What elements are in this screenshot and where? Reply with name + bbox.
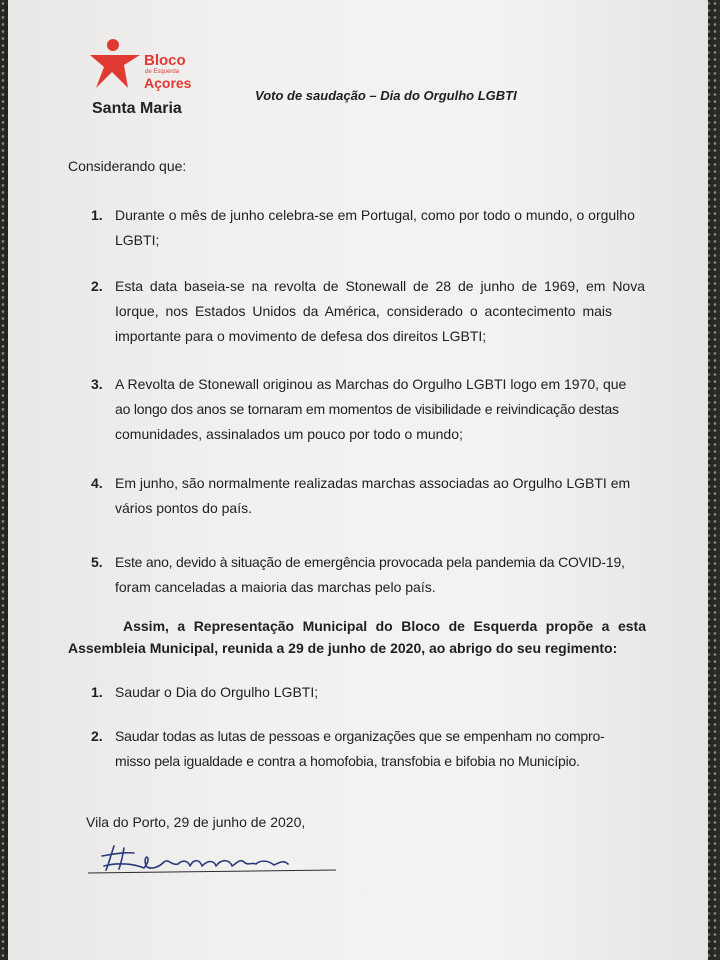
item-line: vários pontos do país. [115,500,252,516]
item-line: ao longo dos anos se tornaram em momentos de visibilidade e reivindicação destas [115,401,619,417]
item-line: Durante o mês de junho celebra-se em Portugal, como por todo o mundo, o orgulho [115,207,635,223]
item-line: misso pela igualdade e contra a homofobia, transfobia e bifobia no Município. [115,753,580,769]
place-date: Vila do Porto, 29 de junho de 2020, [86,814,306,830]
handwritten-signature [84,838,344,878]
item-number: 1. [91,207,103,223]
logo-brand-line2: de Esquerda [145,69,180,75]
item-line: Este ano, devido à situação de emergência provocada pela pandemia da COVID-19, [115,554,625,570]
item-number: 1. [91,684,103,700]
item-line: A Revolta de Stonewall originou as Marchas do Orgulho LGBTI logo em 1970, que [115,376,627,392]
background-right [706,0,720,960]
item-text [115,724,605,774]
item-text [115,203,635,253]
item-text [115,471,630,521]
item-line: Saudar o Dia do Orgulho LGBTI; [115,684,319,700]
item-text [115,274,645,349]
logo-place: Santa Maria [92,100,182,117]
item-number: 2. [91,728,103,744]
item-line: Saudar todas as lutas de pessoas e organizações que se empenham no compro- [115,728,605,744]
item-line: LGBTI; [115,232,160,248]
intro-text: Considerando que: [68,158,187,174]
document-page [8,0,708,960]
item-line: comunidades, assinalados um pouco por todo o mundo; [115,426,463,442]
item-text [115,680,318,705]
item-number: 3. [91,376,103,392]
party-logo [88,36,208,126]
item-line: Iorque, nos Estados Unidos da América, considerado o acontecimento mais [115,303,613,319]
logo-brand-line1: Bloco [144,52,186,69]
item-text [115,372,626,447]
document-title: Voto de saudação – Dia do Orgulho LGBTI [255,88,517,103]
item-text [115,550,625,600]
item-line: Esta data baseia-se na revolta de Stonewall de 28 de junho de 1969, em Nova [115,278,645,294]
item-line: foram canceladas a maioria das marchas pelo país. [115,579,436,595]
item-number: 4. [91,475,103,491]
item-number: 2. [91,278,103,294]
logo-brand-line3: Açores [144,75,192,91]
item-line: Em junho, são normalmente realizadas marchas associadas ao Orgulho LGBTI em [115,475,631,491]
conclusion-text: Assim, a Representação Municipal do Bloco de Esquerda propõe a esta Assembleia Municipal, reunida a 29 de junho de 2020, ao abrigo do seu regimento: [68,618,646,656]
item-line: importante para o movimento de defesa dos direitos LGBTI; [115,328,487,344]
item-number: 5. [91,554,103,570]
star-figure-icon [88,36,144,92]
